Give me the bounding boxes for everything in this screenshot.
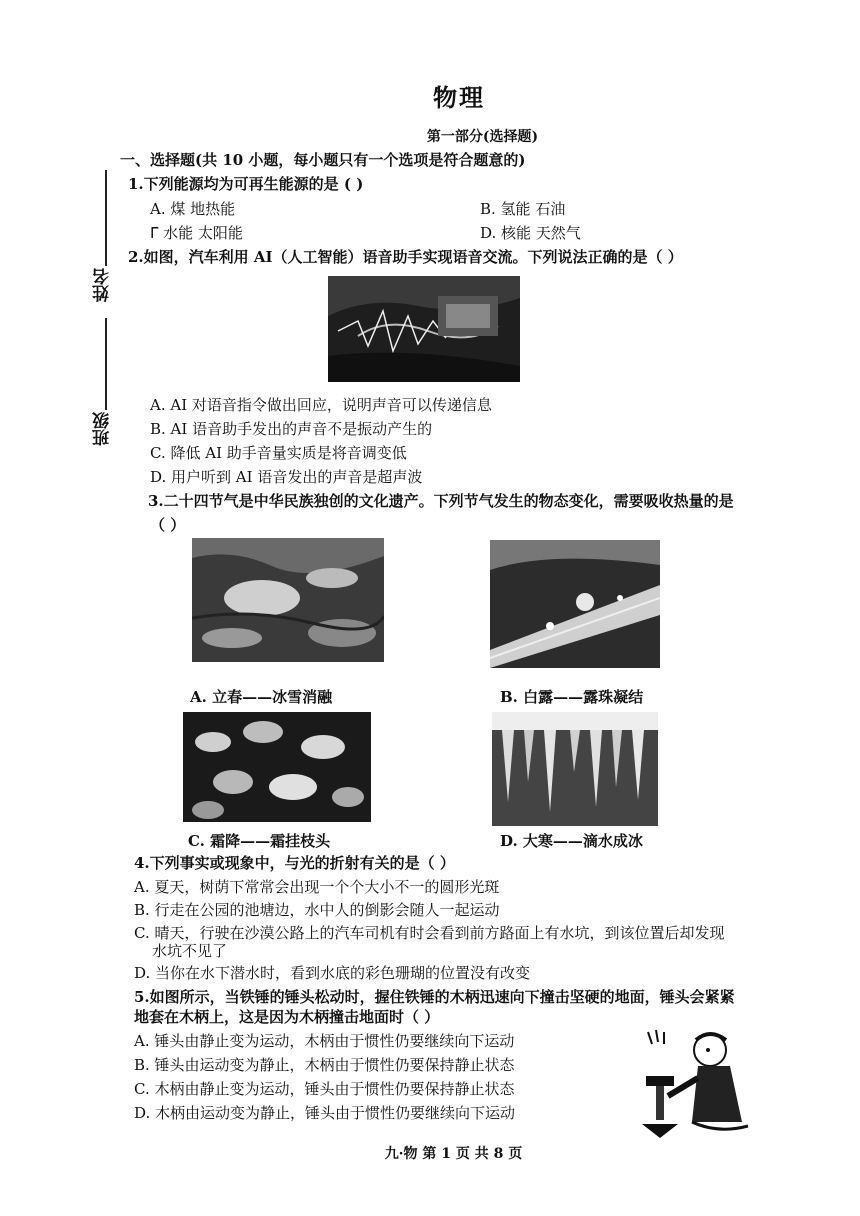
part-heading: 第一部分(选择题) — [426, 129, 539, 145]
q1-option-a: A. 煤 地热能 — [150, 200, 236, 218]
q3-option-d: D. 大寒——滴水成冰 — [500, 832, 643, 850]
q4-option-a: A. 夏天，树荫下常常会出现一个个大小不一的圆形光斑 — [134, 878, 500, 896]
q5-option-a: A. 锤头由静止变为运动，木柄由于惯性仍要继续向下运动 — [134, 1032, 515, 1050]
q3-stem: 3.二十四节气是中华民族独创的文化遗产。下列节气发生的物态变化，需要吸收热量的是 — [148, 492, 734, 510]
car-ai-voice-photo — [328, 276, 520, 382]
class-label: 班级 — [93, 412, 113, 446]
q1-option-d: D. 核能 天然气 — [480, 224, 581, 242]
dew-condensing-photo — [490, 540, 660, 668]
q1-option-c: ᒥ 水能 太阳能 — [150, 224, 243, 242]
hammer-cartoon-figure — [638, 1026, 764, 1140]
q5-option-b: B. 锤头由运动变为静止，木柄由于惯性仍要保持静止状态 — [134, 1056, 515, 1074]
q4-option-b: B. 行走在公园的池塘边，水中人的倒影会随人一起运动 — [134, 901, 500, 919]
q3-stem-bracket: （ ） — [150, 516, 186, 534]
page-title: 物理 — [433, 83, 485, 112]
page-footer: 九·物 第 1 页 共 8 页 — [384, 1146, 523, 1162]
q3-option-a: A. 立春——冰雪消融 — [190, 688, 333, 706]
q5-option-d: D. 木柄由运动变为静止，锤头由于惯性仍要继续向下运动 — [134, 1104, 516, 1122]
section-heading: 一、选择题(共 10 小题，每小题只有一个选项是符合题意的) — [120, 151, 526, 169]
q3-option-b: B. 白露——露珠凝结 — [500, 688, 644, 706]
q4-stem: 4.下列事实或现象中，与光的折射有关的是（ ） — [134, 854, 455, 872]
q4-option-c-cont: 水坑不见了 — [152, 942, 228, 960]
q5-stem: 5.如图所示，当铁锤的锤头松动时，握住铁锤的木柄迅速向下撞击坚硬的地面，锤头会紧紧 — [134, 988, 735, 1006]
q5-option-c: C. 木柄由静止变为运动，锤头由于惯性仍要保持静止状态 — [134, 1080, 515, 1098]
q2-option-d: D. 用户听到 AI 语音发出的声音是超声波 — [150, 468, 423, 486]
q5-stem-cont: 地套在木柄上，这是因为木柄撞击地面时（ ） — [134, 1008, 440, 1026]
frost-on-leaves-photo — [183, 712, 371, 822]
q2-stem: 2.如图，汽车利用 AI（人工智能）语音助手实现语音交流。下列说法正确的是（ ） — [128, 248, 683, 266]
snow-melting-photo — [192, 538, 384, 662]
q4-option-c: C. 晴天，行驶在沙漠公路上的汽车司机有时会看到前方路面上有水坑，到该位置后却发现 — [134, 924, 725, 942]
q2-option-c: C. 降低 AI 助手音量实质是将音调变低 — [150, 444, 407, 462]
name-label: 姓名 — [93, 268, 113, 302]
q1-option-b: B. 氢能 石油 — [480, 200, 566, 218]
binding-line-middle — [105, 318, 107, 410]
q3-option-c: C. 霜降——霜挂枝头 — [188, 832, 331, 850]
binding-line-top — [105, 170, 107, 266]
q4-option-d: D. 当你在水下潜水时，看到水底的彩色珊瑚的位置没有改变 — [134, 964, 531, 982]
icicles-photo — [492, 712, 658, 826]
q2-option-a: A. AI 对语音指令做出回应，说明声音可以传递信息 — [150, 396, 492, 414]
q1-stem: 1.下列能源均为可再生能源的是 ( ) — [128, 175, 364, 193]
q2-option-b: B. AI 语音助手发出的声音不是振动产生的 — [150, 420, 433, 438]
